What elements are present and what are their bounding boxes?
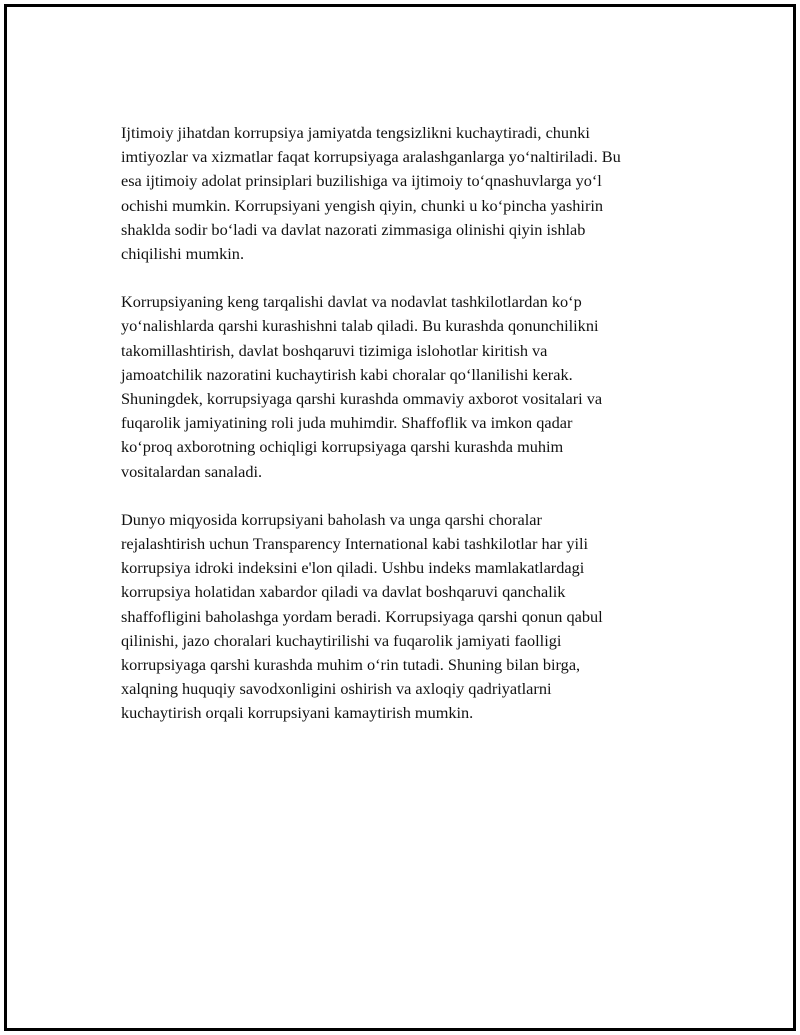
text-line: ko‘proq axborotning ochiqligi korrupsiyaga qarshi kurashda muhim xyxy=(121,437,564,457)
text-line: takomillashtirish, davlat boshqaruvi tizimiga islohotlar kiritish va xyxy=(121,340,548,360)
text-line: esa ijtimoiy adolat prinsiplari buzilishiga va ijtimoiy to‘qnashuvlarga yo‘l xyxy=(121,171,602,191)
text-line: fuqarolik jamiyatining roli juda muhimdir. Shaffoflik va imkon qadar xyxy=(121,413,573,433)
text-line: yo‘nalishlarda qarshi kurashishni talab qiladi. Bu kurashda qonunchilikni xyxy=(121,316,599,336)
paragraph-1 xyxy=(121,121,697,266)
text-line: shaklda sodir bo‘ladi va davlat nazorati zimmasiga olinishi qiyin ishlab xyxy=(121,219,586,239)
paragraph-3 xyxy=(121,508,697,726)
text-line: korrupsiyaga qarshi kurashda muhim o‘rin tutadi. Shuning bilan birga, xyxy=(121,655,581,675)
text-line: jamoatchilik nazoratini kuchaytirish kabi choralar qo‘llanilishi kerak. xyxy=(121,364,573,384)
document-body xyxy=(121,121,697,750)
text-line: ochishi mumkin. Korrupsiyani yengish qiyin, chunki u ko‘pincha yashirin xyxy=(121,195,604,215)
text-line: Shuningdek, korrupsiyaga qarshi kurashda ommaviy axborot vositalari va xyxy=(121,389,603,409)
paragraph-2 xyxy=(121,290,697,484)
text-line: rejalashtirish uchun Transparency International kabi tashkilotlar har yili xyxy=(121,534,589,554)
text-line: chiqilishi mumkin. xyxy=(121,244,245,264)
text-line: xalqning huquqiy savodxonligini oshirish va axloqiy qadriyatlarni xyxy=(121,679,552,699)
text-line: kuchaytirish orqali korrupsiyani kamaytirish mumkin. xyxy=(121,703,474,723)
text-line: korrupsiya idroki indeksini e'lon qiladi. Ushbu indeks mamlakatlardagi xyxy=(121,558,585,578)
text-line: shaffofligini baholashga yordam beradi. Korrupsiyaga qarshi qonun qabul xyxy=(121,606,603,626)
page-border-frame xyxy=(4,4,796,1031)
text-line: qilinishi, jazo choralari kuchaytirilishi va fuqarolik jamiyati faolligi xyxy=(121,630,562,650)
text-line: Ijtimoiy jihatdan korrupsiya jamiyatda tengsizlikni kuchaytiradi, chunki xyxy=(121,123,590,142)
text-line: korrupsiya holatidan xabardor qiladi va davlat boshqaruvi qanchalik xyxy=(121,582,566,602)
text-line: imtiyozlar va xizmatlar faqat korrupsiyaga aralashganlarga yo‘naltiriladi. Bu xyxy=(121,147,621,167)
text-line: Dunyo miqyosida korrupsiyani baholash va unga qarshi choralar xyxy=(121,509,542,529)
text-line: vositalardan sanaladi. xyxy=(121,461,263,481)
text-line: Korrupsiyaning keng tarqalishi davlat va nodavlat tashkilotlardan ko‘p xyxy=(121,292,582,312)
